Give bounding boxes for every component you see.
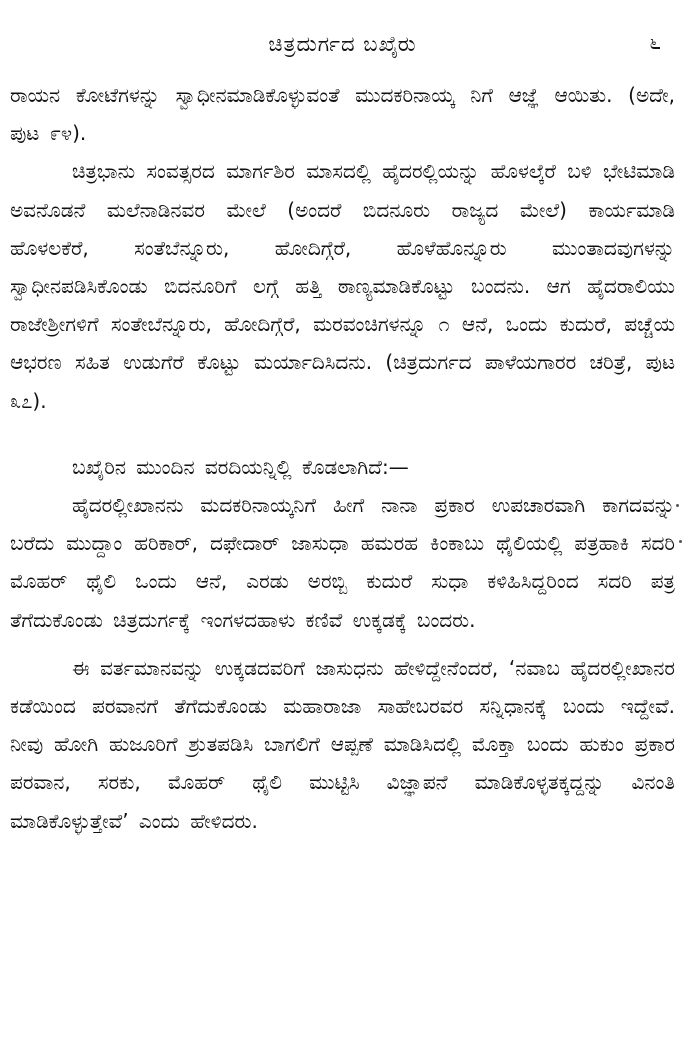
paragraph-2: ಚಿತ್ರಭಾನು ಸಂವತ್ಸರದ ಮಾರ್ಗಶಿರ ಮಾಸದಲ್ಲಿ ಹೈದರಲ್ಲಿಯನ್ನು ಹೊಳಲ್ಕೆರೆ ಬಳಿ ಭೇಟಿಮಾಡಿ ಅವನೊಡನೆ ಮಲೆನಾಡಿನವರ ಮೇಲೆ (ಅಂದರೆ ಬಿದನೂರು ರಾಜ್ಯದ ಮೇಲೆ) ಕಾರ್ಯಮಾಡಿ ಹೊಳಲಕೆರೆ, ಸಂತೆಬೆನ್ನೂರು, ಹೋದಿಗ್ಗೆರೆ, ಹೊಳೆಹೊನ್ನೂರು ಮುಂತಾದವುಗಳನ್ನು ಸ್ವಾಧೀನಪಡಿಸಿಕೊಂಡು ಬಿದನೂರಿಗೆ ಲಗ್ಗೆ ಹತ್ತಿ ಠಾಣ್ಯಮಾಡಿಕೊಟ್ಟು ಬಂದನು. ಆಗ ಹೈದರಾಲಿಯು ರಾಜೇಶ್ರೀಗಳಿಗೆ ಸಂತೇಬೆನ್ನೂರು, ಹೋದಿಗ್ಗೆರೆ, ಮರವಂಚಿಗಳನ್ನೂ ೧ ಆನೆ, ಒಂದು ಕುದುರೆ, ಪಚ್ಚೆಯ ಆಭರಣ ಸಹಿತ ಉಡುಗೆರೆ ಕೊಟ್ಟು ಮರ್ಯಾದಿಸಿದನು. (ಚಿತ್ರದುರ್ಗದ ಪಾಳೆಯಗಾರರ ಚರಿತ್ರೆ, ಪುಟ ೩೭). [10,159,675,413]
running-title: ಚಿತ್ರದುರ್ಗದ ಬಖೈರು [268,32,417,56]
paragraph-4: ಹೈದರಲ್ಲೀಖಾನನು ಮದಕರಿನಾಯ್ಕನಿಗೆ ಹೀಗೆ ನಾನಾ ಪ್ರಕಾರ ಉಪಚಾರವಾಗಿ ಕಾಗದವನ್ನು ಬರೆದು ಮುದ್ದಾಂ ಹರಿಕಾರ್, ದಫೇದಾರ್ ಜಾಸುಧಾ ಹಮರಹ ಕಿಂಕಾಬು ಥೈಲಿಯಲ್ಲಿ ಪತ್ರಹಾಕಿ ಸದರಿ ಮೊಹರ್ ಥೈಲಿ ಒಂದು ಆನೆ, ಎರಡು ಅರಬ್ಬಿ ಕುದುರೆ ಸುಧಾ ಕಳಿಹಿಸಿದ್ದರಿಂದ ಸದರಿ ಪತ್ರ ತೆಗೆದುಕೊಂಡು ಚಿತ್ರದುರ್ಗಕ್ಕೆ ಇಂಗಳದಹಾಳು ಕಣಿವೆ ಉಕ್ಕಡಕ್ಕೆ ಬಂದರು. [10,493,675,632]
page-header [10,26,675,66]
page-number: ೬ [649,30,661,54]
paragraph-gap [10,420,675,448]
scan-speck [676,504,679,507]
body-text [10,76,675,840]
paragraph-3: ಬಖೈರಿನ ಮುಂದಿನ ವರದಿಯನ್ನಿಲ್ಲಿ ಕೊಡಲಾಗಿದೆ:— [72,454,409,479]
scan-speck [679,540,682,543]
paragraph-5: ಈ ವರ್ತಮಾನವನ್ನು ಉಕ್ಕಡದವರಿಗೆ ಜಾಸುಧನು ಹೇಳಿದ್ದೇನೆಂದರೆ, ‘ನವಾಬ ಹೈದರಲ್ಲೀಖಾನರ ಕಡೆಯಿಂದ ಪರವಾನಗೆ ತೆಗೆದುಕೊಂಡು ಮಹಾರಾಜಾ ಸಾಹೇಬರವರ ಸನ್ನಿಧಾನಕ್ಕೆ ಬಂದು ಇದ್ದೇವೆ. ನೀವು ಹೋಗಿ ಹುಜೂರಿಗೆ ಶ್ರುತಪಡಿಸಿ ಬಾಗಲಿಗೆ ಆಪ್ಪಣೆ ಮಾಡಿಸಿದಲ್ಲಿ ಮೊಕ್ತಾ ಬಂದು ಹುಕುಂ ಪ್ರಕಾರ ಪರವಾನ, ಸರಕು, ಮೊಹರ್ ಥೈಲಿ ಮುಟ್ಟಿಸಿ ವಿಜ್ಞಾಪನೆ ಮಾಡಿಕೊಳ್ಳತಕ್ಕದ್ದನ್ನು ವಿನಂತಿ ಮಾಡಿಕೊಳ್ಳುತ್ತೇವೆ’ ಎಂದು ಹೇಳಿದರು. [10,655,675,833]
paragraph-1: ರಾಯನ ಕೋಟೆಗಳನ್ನು ಸ್ವಾಧೀನಮಾಡಿಕೊಳ್ಳುವಂತೆ ಮುದಕರಿನಾಯ್ಕ ನಿಗೆ ಆಜ್ಞೆ ಆಯಿತು. (ಅದೇ, ಪುಟ ೯೪). [10,83,675,146]
paragraph-gap [10,639,675,649]
